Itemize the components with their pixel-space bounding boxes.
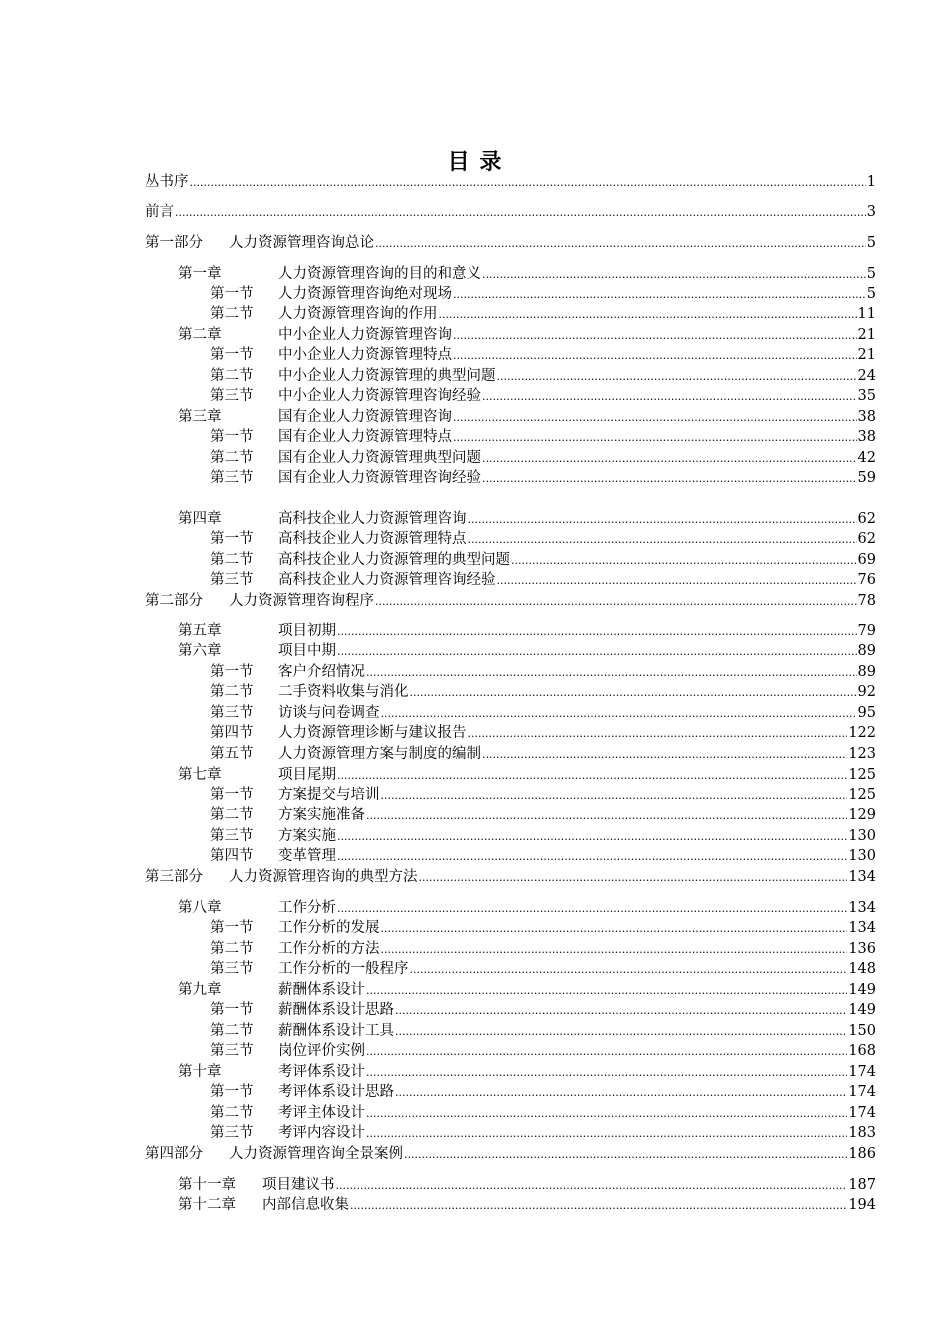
toc-entry-title: 人力资源管理咨询程序 xyxy=(229,593,374,609)
toc-entry-title: 丛书序 xyxy=(145,174,189,190)
toc-entry-page: 89 xyxy=(857,643,876,659)
toc-entry-title: 高科技企业人力资源管理的典型问题 xyxy=(278,552,510,568)
toc-entry-number: 第三节 xyxy=(210,388,254,404)
toc-entry[interactable] xyxy=(210,1041,876,1061)
toc-entry-number: 第十一章 xyxy=(178,1177,236,1193)
toc-entry[interactable] xyxy=(210,959,876,979)
toc-entry-number: 第一节 xyxy=(210,787,254,803)
toc-entry[interactable] xyxy=(210,662,876,682)
toc-entry-title: 考评体系设计思路 xyxy=(278,1084,394,1100)
toc-entry-page: 174 xyxy=(848,1105,876,1121)
toc-entry-page: 62 xyxy=(857,531,876,547)
toc-entry[interactable] xyxy=(178,1175,876,1195)
toc-entry-title: 中小企业人力资源管理咨询经验 xyxy=(278,388,481,404)
toc-entry-number: 第七章 xyxy=(178,767,222,783)
toc-entry-number: 第二章 xyxy=(178,327,222,343)
toc-dot-leader xyxy=(419,868,848,888)
toc-entry-title: 人力资源管理咨询的作用 xyxy=(278,306,438,322)
toc-entry[interactable] xyxy=(210,570,876,590)
toc-entry-number: 第八章 xyxy=(178,900,222,916)
toc-entry-page: 186 xyxy=(848,1146,876,1162)
toc-entry-number: 第二部分 xyxy=(145,593,203,609)
toc-dot-leader xyxy=(337,827,847,847)
toc-entry[interactable] xyxy=(210,826,876,846)
toc-entry-title: 国有企业人力资源管理咨询 xyxy=(278,409,452,425)
toc-entry[interactable] xyxy=(210,366,876,386)
toc-dot-leader xyxy=(497,367,857,387)
toc-entry-number: 第四部分 xyxy=(145,1146,203,1162)
toc-entry-title: 人力资源管理方案与制度的编制 xyxy=(278,746,481,762)
toc-dot-leader xyxy=(366,806,847,826)
toc-dot-leader xyxy=(439,305,857,325)
toc-dot-leader xyxy=(381,919,848,939)
toc-entry-number: 第二节 xyxy=(210,306,254,322)
toc-entry-number: 第一节 xyxy=(210,664,254,680)
toc-dot-leader xyxy=(366,1124,847,1144)
toc-entry-number: 第三节 xyxy=(210,828,254,844)
toc-entry-number: 第四节 xyxy=(210,725,254,741)
toc-dot-leader xyxy=(482,265,866,285)
toc-entry-page: 21 xyxy=(857,347,876,363)
toc-entry-number: 第三节 xyxy=(210,470,254,486)
toc-dot-leader xyxy=(468,724,848,744)
toc-dot-leader xyxy=(366,1042,847,1062)
toc-entry[interactable] xyxy=(210,939,876,959)
toc-entry[interactable] xyxy=(210,1103,876,1123)
toc-entry-title: 方案实施 xyxy=(278,828,336,844)
toc-dot-leader xyxy=(375,592,857,612)
toc-entry-title: 人力资源管理诊断与建议报告 xyxy=(278,725,467,741)
toc-entry-page: 123 xyxy=(848,746,876,762)
toc-dot-leader xyxy=(453,326,857,346)
toc-dot-leader xyxy=(381,704,857,724)
toc-entry-number: 第一节 xyxy=(210,429,254,445)
toc-entry[interactable] xyxy=(178,325,876,345)
toc-dot-leader xyxy=(410,960,848,980)
toc-dot-leader xyxy=(366,981,847,1001)
toc-entry-number: 第二节 xyxy=(210,807,254,823)
toc-entry-title: 考评体系设计 xyxy=(278,1064,365,1080)
toc-entry-page: 125 xyxy=(848,767,876,783)
toc-entry[interactable] xyxy=(145,172,876,192)
toc-dot-leader xyxy=(453,428,857,448)
toc-entry-title: 岗位评价实例 xyxy=(278,1043,365,1059)
toc-dot-leader xyxy=(410,683,857,703)
toc-entry-number: 第一部分 xyxy=(145,235,203,251)
toc-entry-title: 考评主体设计 xyxy=(278,1105,365,1121)
toc-entry-title: 二手资料收集与消化 xyxy=(278,684,409,700)
toc-entry[interactable] xyxy=(178,980,876,1000)
toc-dot-leader xyxy=(468,510,857,530)
toc-entry-page: 122 xyxy=(848,725,876,741)
toc-dot-leader xyxy=(366,663,857,683)
toc-entry-page: 11 xyxy=(857,306,876,322)
toc-entry-number: 第一节 xyxy=(210,347,254,363)
toc-entry-page: 174 xyxy=(848,1084,876,1100)
toc-dot-leader xyxy=(381,940,848,960)
toc-entry-number: 第二节 xyxy=(210,1105,254,1121)
toc-entry-page: 62 xyxy=(857,511,876,527)
toc-entry-number: 第二节 xyxy=(210,684,254,700)
toc-entry[interactable] xyxy=(210,785,876,805)
toc-entry[interactable] xyxy=(210,427,876,447)
toc-entry-title: 薪酬体系设计 xyxy=(278,982,365,998)
toc-dot-leader xyxy=(366,1063,847,1083)
toc-entry-page: 5 xyxy=(866,235,876,251)
toc-entry[interactable] xyxy=(145,202,876,222)
toc-entry-title: 内部信息收集 xyxy=(262,1197,349,1213)
toc-entry-title: 人力资源管理咨询的典型方法 xyxy=(229,869,418,885)
toc-entry[interactable] xyxy=(210,723,876,743)
toc-entry-page: 35 xyxy=(857,388,876,404)
toc-title: 目 录 xyxy=(447,149,503,175)
toc-dot-leader xyxy=(336,1176,848,1196)
toc-entry-page: 21 xyxy=(857,327,876,343)
toc-dot-leader xyxy=(337,622,857,642)
toc-entry-title: 工作分析 xyxy=(278,900,336,916)
toc-entry[interactable] xyxy=(210,846,876,866)
toc-entry-page: 183 xyxy=(848,1125,876,1141)
toc-dot-leader xyxy=(175,203,866,223)
toc-entry-title: 客户介绍情况 xyxy=(278,664,365,680)
toc-entry-number: 第六章 xyxy=(178,643,222,659)
toc-entry[interactable] xyxy=(210,1082,876,1102)
toc-dot-leader xyxy=(453,285,866,305)
toc-entry-page: 76 xyxy=(857,572,876,588)
toc-entry-title: 项目建议书 xyxy=(262,1177,335,1193)
toc-entry-number: 第一节 xyxy=(210,286,254,302)
toc-entry-number: 第三节 xyxy=(210,1125,254,1141)
toc-entry[interactable] xyxy=(178,898,876,918)
toc-dot-leader xyxy=(337,847,847,867)
toc-entry-page: 38 xyxy=(857,429,876,445)
toc-dot-leader xyxy=(395,1083,847,1103)
toc-entry-page: 79 xyxy=(857,623,876,639)
toc-entry-title: 中小企业人力资源管理咨询 xyxy=(278,327,452,343)
toc-entry[interactable] xyxy=(145,867,876,887)
toc-entry-page: 59 xyxy=(857,470,876,486)
toc-entry-page: 38 xyxy=(857,409,876,425)
toc-entry[interactable] xyxy=(178,264,876,284)
toc-dot-leader xyxy=(482,449,857,469)
toc-entry[interactable] xyxy=(210,744,876,764)
toc-entry-title: 国有企业人力资源管理特点 xyxy=(278,429,452,445)
toc-entry[interactable] xyxy=(145,1144,876,1164)
toc-entry-page: 149 xyxy=(848,982,876,998)
toc-dot-leader xyxy=(381,786,848,806)
toc-entry-page: 5 xyxy=(866,286,876,302)
toc-entry[interactable] xyxy=(210,386,876,406)
toc-entry[interactable] xyxy=(178,509,876,529)
toc-entry[interactable] xyxy=(178,641,876,661)
toc-entry-title: 人力资源管理咨询绝对现场 xyxy=(278,286,452,302)
toc-entry-title: 薪酬体系设计工具 xyxy=(278,1023,394,1039)
toc-entry-number: 第三节 xyxy=(210,1043,254,1059)
toc-entry-page: 92 xyxy=(857,684,876,700)
toc-dot-leader xyxy=(404,1145,847,1165)
toc-entry-page: 125 xyxy=(848,787,876,803)
toc-entry-title: 工作分析的发展 xyxy=(278,920,380,936)
toc-entry[interactable] xyxy=(210,448,876,468)
toc-dot-leader xyxy=(453,408,857,428)
toc-entry-number: 第一节 xyxy=(210,531,254,547)
toc-entry-number: 第一节 xyxy=(210,1002,254,1018)
toc-entry-title: 中小企业人力资源管理的典型问题 xyxy=(278,368,496,384)
toc-entry-title: 变革管理 xyxy=(278,848,336,864)
toc-entry-title: 工作分析的一般程序 xyxy=(278,961,409,977)
toc-entry-title: 方案实施准备 xyxy=(278,807,365,823)
toc-entry-title: 考评内容设计 xyxy=(278,1125,365,1141)
toc-entry[interactable] xyxy=(210,918,876,938)
toc-entry-title: 高科技企业人力资源管理咨询经验 xyxy=(278,572,496,588)
toc-entry-number: 第五章 xyxy=(178,623,222,639)
toc-entry-page: 194 xyxy=(848,1197,876,1213)
toc-entry-page: 149 xyxy=(848,1002,876,1018)
toc-entry-title: 访谈与问卷调查 xyxy=(278,705,380,721)
toc-entry[interactable] xyxy=(178,407,876,427)
toc-entry[interactable] xyxy=(178,621,876,641)
toc-entry-page: 69 xyxy=(857,552,876,568)
toc-entry[interactable] xyxy=(210,1021,876,1041)
toc-entry-title: 方案提交与培训 xyxy=(278,787,380,803)
toc-entry-page: 24 xyxy=(857,368,876,384)
toc-entry-page: 136 xyxy=(848,941,876,957)
toc-entry[interactable] xyxy=(210,1123,876,1143)
toc-entry-page: 89 xyxy=(857,664,876,680)
toc-entry-number: 第三部分 xyxy=(145,869,203,885)
toc-dot-leader xyxy=(395,1022,847,1042)
toc-entry-title: 人力资源管理咨询的目的和意义 xyxy=(278,266,481,282)
toc-entry-title: 项目尾期 xyxy=(278,767,336,783)
toc-dot-leader xyxy=(453,346,857,366)
toc-entry[interactable] xyxy=(210,529,876,549)
toc-entry[interactable] xyxy=(210,468,876,488)
toc-entry-title: 国有企业人力资源管理典型问题 xyxy=(278,450,481,466)
toc-entry-number: 第十二章 xyxy=(178,1197,236,1213)
toc-dot-leader xyxy=(497,571,857,591)
toc-dot-leader xyxy=(337,766,847,786)
toc-entry[interactable] xyxy=(210,550,876,570)
toc-entry[interactable] xyxy=(178,1062,876,1082)
toc-entry-page: 134 xyxy=(848,869,876,885)
toc-entry-number: 第一章 xyxy=(178,266,222,282)
toc-entry-page: 134 xyxy=(848,900,876,916)
toc-entry[interactable] xyxy=(145,233,876,253)
toc-entry-title: 高科技企业人力资源管理咨询 xyxy=(278,511,467,527)
toc-entry-page: 78 xyxy=(857,593,876,609)
toc-entry-title: 中小企业人力资源管理特点 xyxy=(278,347,452,363)
toc-dot-leader xyxy=(337,899,847,919)
toc-dot-leader xyxy=(482,745,847,765)
toc-entry[interactable] xyxy=(210,682,876,702)
toc-entry[interactable] xyxy=(210,345,876,365)
toc-entry-number: 第九章 xyxy=(178,982,222,998)
toc-entry-number: 第一节 xyxy=(210,920,254,936)
toc-entry-title: 国有企业人力资源管理咨询经验 xyxy=(278,470,481,486)
toc-entry-number: 第三节 xyxy=(210,705,254,721)
toc-entry-page: 5 xyxy=(866,266,876,282)
toc-entry-page: 150 xyxy=(848,1023,876,1039)
toc-entry-page: 187 xyxy=(848,1177,876,1193)
toc-entry-number: 第三章 xyxy=(178,409,222,425)
toc-entry[interactable] xyxy=(178,765,876,785)
toc-entry[interactable] xyxy=(145,591,876,611)
toc-entry-title: 人力资源管理咨询总论 xyxy=(229,235,374,251)
toc-entry[interactable] xyxy=(210,805,876,825)
toc-entry[interactable] xyxy=(178,1195,876,1215)
toc-entry-page: 148 xyxy=(848,961,876,977)
toc-entry-number: 第四章 xyxy=(178,511,222,527)
toc-entry-number: 第四节 xyxy=(210,848,254,864)
toc-entry-number: 第二节 xyxy=(210,552,254,568)
toc-entry[interactable] xyxy=(210,1000,876,1020)
toc-entry-title: 工作分析的方法 xyxy=(278,941,380,957)
toc-entry-page: 130 xyxy=(848,848,876,864)
toc-entry-title: 项目初期 xyxy=(278,623,336,639)
toc-entry-page: 129 xyxy=(848,807,876,823)
toc-entry-title: 高科技企业人力资源管理特点 xyxy=(278,531,467,547)
toc-dot-leader xyxy=(395,1001,847,1021)
toc-entry-page: 42 xyxy=(857,450,876,466)
toc-entry-page: 3 xyxy=(866,204,876,220)
toc-entry-page: 174 xyxy=(848,1064,876,1080)
toc-entry-number: 第二节 xyxy=(210,450,254,466)
toc-dot-leader xyxy=(190,173,866,193)
toc-dot-leader xyxy=(366,1104,847,1124)
toc-dot-leader xyxy=(482,469,857,489)
toc-entry-number: 第五节 xyxy=(210,746,254,762)
toc-entry-number: 第三节 xyxy=(210,572,254,588)
toc-dot-leader xyxy=(468,530,857,550)
toc-entry-page: 130 xyxy=(848,828,876,844)
toc-entry-title: 前言 xyxy=(145,204,174,220)
toc-entry-page: 134 xyxy=(848,920,876,936)
toc-entry[interactable] xyxy=(210,284,876,304)
toc-dot-leader xyxy=(482,387,857,407)
toc-entry-title: 薪酬体系设计思路 xyxy=(278,1002,394,1018)
toc-dot-leader xyxy=(337,642,857,662)
toc-entry-title: 项目中期 xyxy=(278,643,336,659)
toc-entry-number: 第二节 xyxy=(210,1023,254,1039)
toc-dot-leader xyxy=(350,1196,847,1216)
toc-dot-leader xyxy=(375,234,866,254)
toc-entry-title: 人力资源管理咨询全景案例 xyxy=(229,1146,403,1162)
toc-entry[interactable] xyxy=(210,703,876,723)
toc-entry[interactable] xyxy=(210,304,876,324)
toc-entry-number: 第二节 xyxy=(210,941,254,957)
toc-entry-page: 95 xyxy=(857,705,876,721)
toc-entry-page: 168 xyxy=(848,1043,876,1059)
toc-entry-page: 1 xyxy=(866,174,876,190)
toc-entry-number: 第三节 xyxy=(210,961,254,977)
toc-entry-number: 第十章 xyxy=(178,1064,222,1080)
toc-entry-number: 第一节 xyxy=(210,1084,254,1100)
toc-dot-leader xyxy=(511,551,857,571)
toc-entry-number: 第二节 xyxy=(210,368,254,384)
